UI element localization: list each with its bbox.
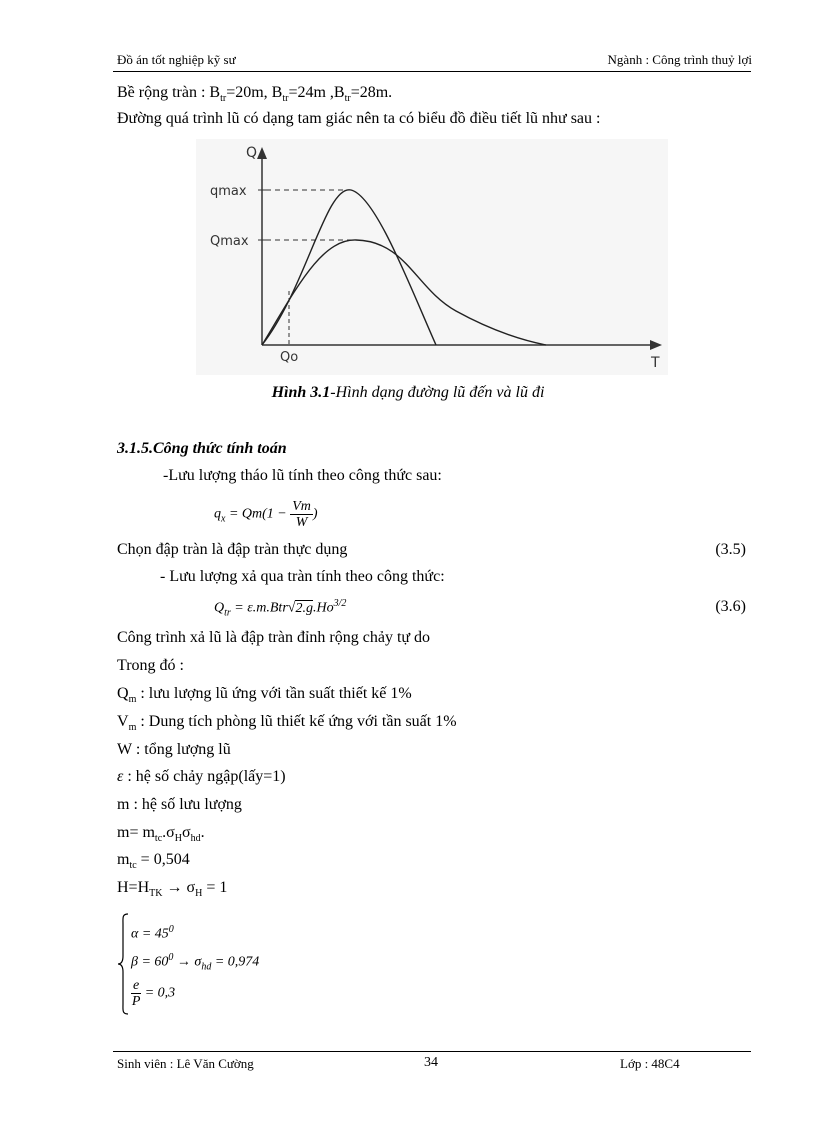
flood-hydrograph-figure <box>196 139 668 375</box>
Qmax-label: Qmax <box>210 234 249 249</box>
equation-number-3-5: (3.5) <box>715 541 746 558</box>
def-epsilon: ε : hệ số chảy ngập(lấy=1) <box>117 768 286 785</box>
eq-h: $H=H_{TK} \to \sigma_H = 1$ <box>117 879 228 900</box>
footer-rule <box>113 1051 751 1052</box>
eq-m: $m= m_{tc}.\sigma_H\sigma_{hd}$. <box>117 824 205 845</box>
footer-class: Lớp : 48C4 <box>620 1056 680 1071</box>
header-right: Ngành : Công trình thuỷ lợi <box>607 52 752 67</box>
sys-e-over-p: $\frac{e}{P}$ = 0,3 <box>131 978 176 1009</box>
eq-mtc: $m_{tc} = 0,504$ <box>117 851 190 872</box>
def-vm: $V_m$ : Dung tích phòng lũ thiết kế ứng với tần suất 1% <box>117 713 457 734</box>
system-brace <box>116 912 130 1016</box>
qmax-label: qmax <box>210 184 247 199</box>
text-line-4: Công trình xả lũ là đập tràn đỉnh rộng chảy tự do <box>117 629 431 646</box>
text-line-3: - Lưu lượng xả qua tràn tính theo công thức: <box>160 568 445 585</box>
q0-label: Qo <box>280 350 299 365</box>
def-w: W : tổng lượng lũ <box>117 741 231 758</box>
footer-student: Sinh viên : Lê Văn Cường <box>117 1056 254 1071</box>
formula-qtr: $Q_{tr} = \varepsilon.m.Btr√2.g.Ho^{3/2}$ <box>214 598 347 619</box>
figure-caption: Hình 3.1-Hình dạng đường lũ đến và lũ đi <box>271 384 545 401</box>
intro-line-2: Đường quá trình lũ có dạng tam giác nên ta có biểu đồ điều tiết lũ như sau : <box>117 110 601 127</box>
text-line-1: -Lưu lượng tháo lũ tính theo công thức sau: <box>163 467 442 484</box>
def-m: m : hệ số lưu lượng <box>117 796 242 813</box>
text-line-2: Chọn đập tràn là đập tràn thực dụng <box>117 541 348 558</box>
sqrt-sign: √ <box>287 600 296 616</box>
equation-number-3-6: (3.6) <box>715 598 746 615</box>
widths-line: Bề rộng tràn : $B_{tr}=20m$, $B_{tr}=24m$ $,B_{tr}=28m$. <box>117 84 393 105</box>
page-number: 34 <box>424 1055 438 1070</box>
x-axis-label: T <box>651 355 660 371</box>
header-rule <box>113 71 751 72</box>
def-qm: $Q_m$ : lưu lượng lũ ứng với tần suất thiết kế 1% <box>117 685 412 706</box>
sys-beta: $\beta = 60^0 \to \sigma_{hd} = 0,974$ <box>131 952 260 973</box>
text-line-5: Trong đó : <box>117 657 184 674</box>
section-title: 3.1.5.Công thức tính toán <box>117 440 287 457</box>
sys-alpha: $\alpha = 45^0$ <box>131 924 174 942</box>
fraction-vm-w: $\frac{Vm}{W}$ <box>292 499 311 530</box>
header-left: Đồ án tốt nghiệp kỹ sư <box>117 52 236 67</box>
y-axis-label: Q <box>246 145 258 161</box>
formula-qx: $q_x = Qm(1$ − $\frac{Vm}{W}$ ) <box>214 499 318 530</box>
